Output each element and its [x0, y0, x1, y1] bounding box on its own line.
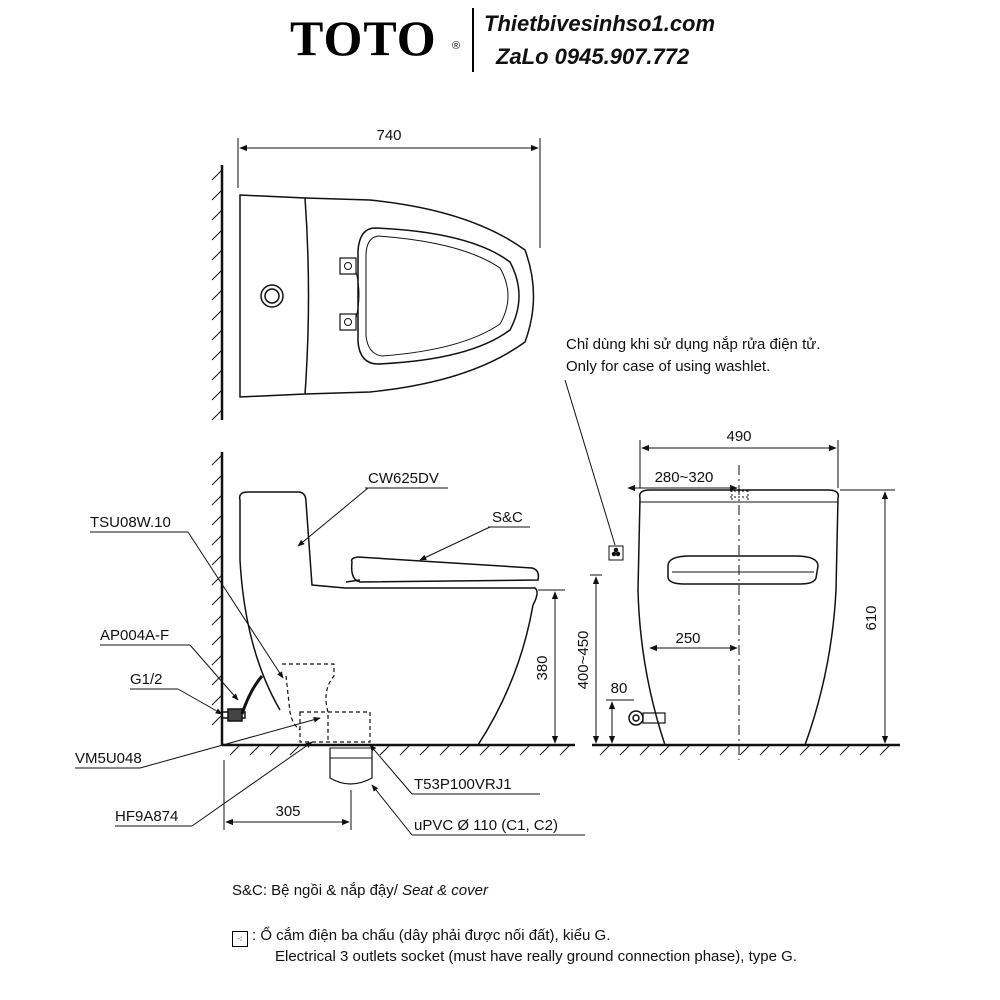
- label-flange: HF9A874: [115, 808, 179, 825]
- dim-305: 305: [275, 803, 301, 820]
- registered-mark: ®: [452, 40, 461, 52]
- toilet-front-outline: [638, 490, 838, 745]
- socket-note-vi: : Ổ cắm điện ba chấu (dây phải được nối đất), kiểu G.: [252, 927, 611, 944]
- seat-cover-note-vi: S&C: Bệ ngồi & nắp đậy/: [232, 882, 403, 899]
- label-valve-tsu: TSU08W.10: [90, 514, 171, 531]
- label-pipe: uPVC Ø 110 (C1, C2): [414, 817, 558, 834]
- tank-top-outline: [240, 195, 309, 397]
- website-text: Thietbivesinhso1.com: [484, 11, 716, 36]
- dim-280-320: 280~320: [654, 469, 714, 486]
- dim-610: 610: [863, 605, 880, 631]
- flex-hose-side: [242, 676, 262, 714]
- wall-hatch-top: [212, 170, 222, 420]
- top-view: [212, 138, 540, 420]
- dim-400-450: 400~450: [575, 630, 592, 690]
- wall-hatch-side: [212, 455, 222, 725]
- floor-hatch-side: [230, 745, 570, 755]
- washlet-note-en: Only for case of using washlet.: [566, 358, 771, 375]
- label-stop-valve: VM5U048: [75, 750, 142, 767]
- dim-490: 490: [726, 428, 752, 445]
- hinge-upper: [340, 258, 356, 274]
- label-seat-cover: S&C: [492, 509, 523, 526]
- seat-side: [352, 557, 539, 582]
- washlet-note-vi: Chỉ dùng khi sử dụng nắp rửa điện tử.: [566, 336, 821, 353]
- dim-250: 250: [675, 630, 701, 647]
- label-trap: T53P100VRJ1: [414, 776, 512, 793]
- label-model: CW625DV: [368, 470, 439, 487]
- dim-80: 80: [610, 680, 628, 697]
- socket-note-en: Electrical 3 outlets socket (must have really ground connection phase), type G.: [275, 948, 797, 965]
- socket-legend: [232, 926, 797, 967]
- label-thread: G1/2: [130, 671, 163, 688]
- toilet-side-outline: [240, 492, 537, 745]
- valve-front: [629, 711, 643, 725]
- brand-logo: TOTO: [290, 10, 437, 66]
- bowl-top-outline: [305, 198, 534, 394]
- drain-pipe: [330, 748, 372, 784]
- hinge-lower: [340, 314, 356, 330]
- socket-legend-icon: ⁖: [232, 931, 248, 947]
- dim-380: 380: [534, 655, 551, 681]
- contact-text: ZaLo 0945.907.772: [496, 44, 690, 69]
- floor-hatch-front: [600, 745, 890, 755]
- dim-740: 740: [376, 127, 402, 144]
- washlet-leader: [565, 380, 615, 545]
- seat-cover-note-en: Seat & cover: [402, 882, 488, 899]
- seat-cover-note: [232, 882, 488, 899]
- label-hose: AP004A-F: [100, 627, 170, 644]
- seat-lid-top: [358, 228, 519, 364]
- seat-front: [668, 556, 818, 584]
- internal-trap-dashed: [282, 664, 370, 742]
